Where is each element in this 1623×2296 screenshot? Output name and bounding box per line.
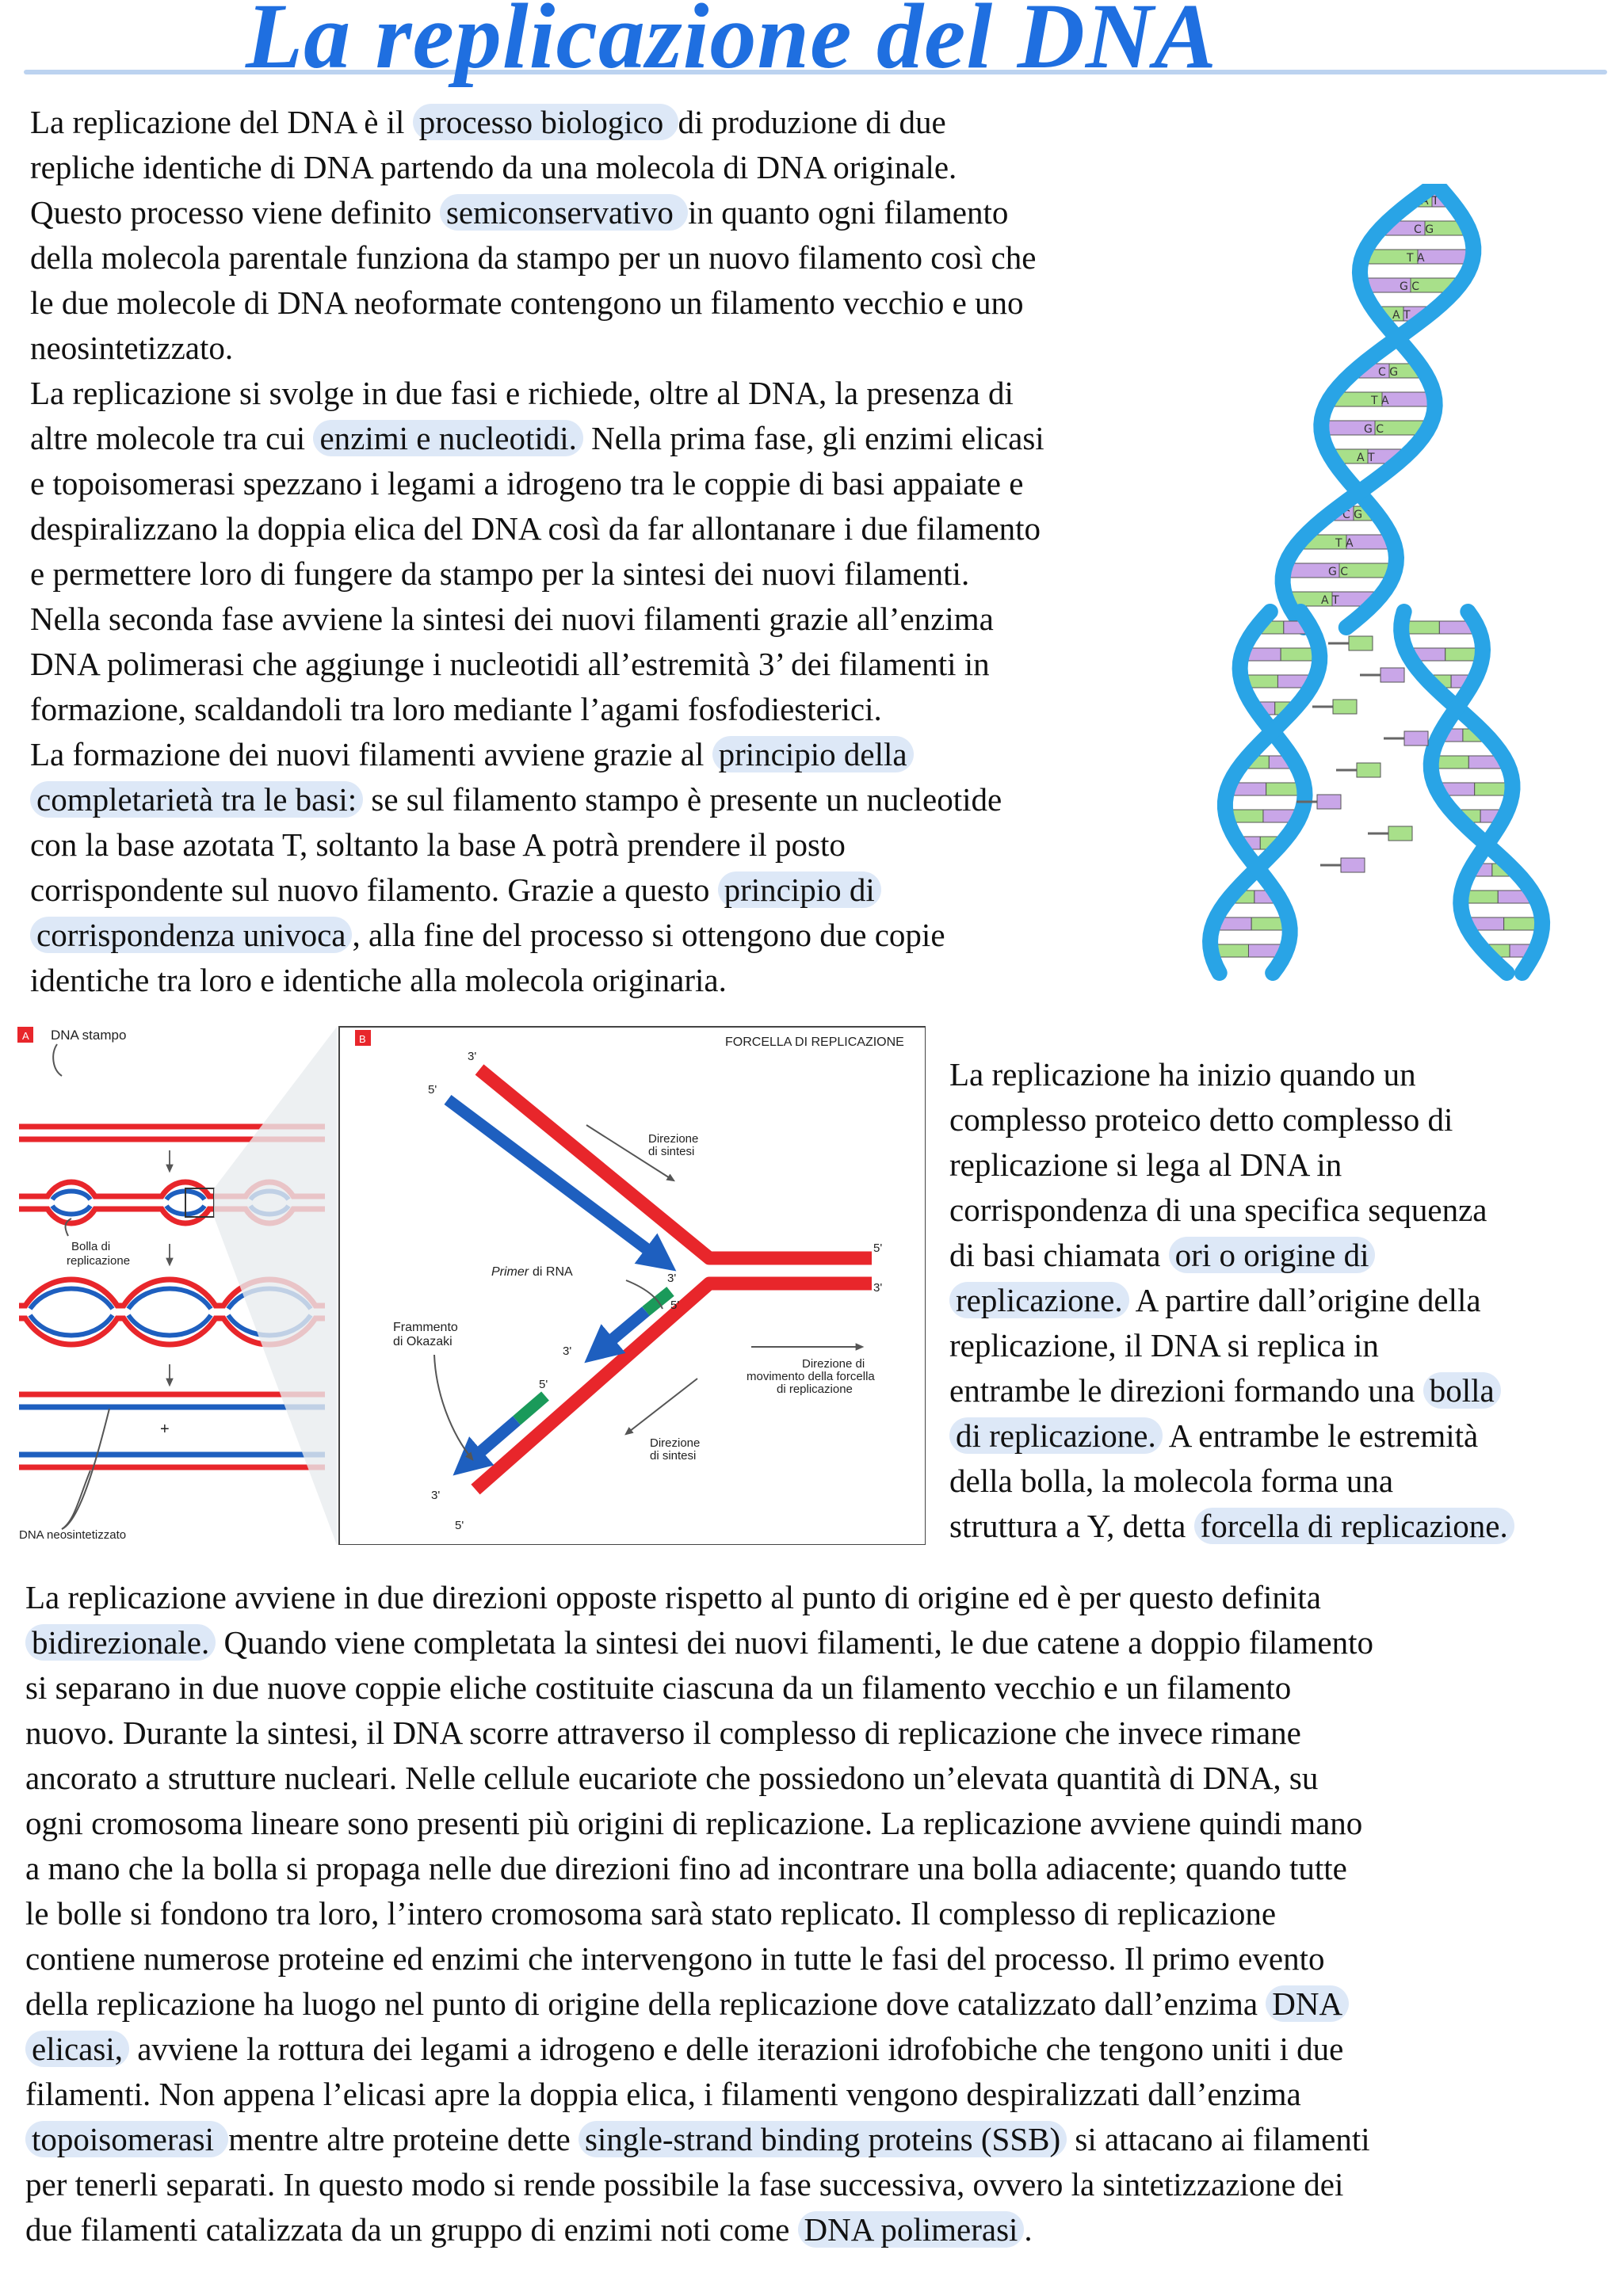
highlighted-term: bidirezionale. <box>25 1624 216 1661</box>
label-okazaki-2: di Okazaki <box>393 1335 453 1348</box>
text-segment: filamenti. Non appena l’elicasi apre la doppia elica, i filamenti vengono despiralizzati dall’enzima <box>25 2076 1301 2112</box>
text-segment: ogni cromosoma lineare sono presenti più origini di replicazione. La replicazione avviene quindi mano <box>25 1805 1363 1841</box>
text-segment: replicazione, il DNA si replica in <box>949 1327 1379 1363</box>
highlighted-term: bolla <box>1423 1372 1501 1409</box>
highlighted-term: semiconservativo <box>440 194 688 231</box>
svg-text:T A: T A <box>1335 537 1354 550</box>
text-segment: identiche tra loro e identiche alla molecola originaria. <box>30 962 727 998</box>
text-segment: formazione, scaldandoli tra loro mediante l’agami fosfodiesterici. <box>30 691 882 727</box>
svg-text:A T: A T <box>1321 594 1339 607</box>
highlighted-term: processo biologico <box>413 104 678 140</box>
highlighted-term: DNA <box>1266 1985 1349 2022</box>
label-3-low: 3' <box>431 1489 441 1502</box>
label-dir-mov-3: di replicazione <box>777 1383 853 1396</box>
label-okazaki-1: Frammento <box>393 1321 458 1334</box>
label-bolla-1: Bolla di <box>71 1240 111 1253</box>
text-segment: della bolla, la molecola forma una <box>949 1463 1394 1499</box>
label-5-mid: 5' <box>670 1299 680 1312</box>
text-segment: La formazione dei nuovi filamenti avviene grazie al <box>30 736 712 772</box>
bottom-paragraph <box>25 1575 1602 2252</box>
text-segment: Nella seconda fase avviene la sintesi dei nuovi filamenti grazie all’enzima <box>30 601 994 637</box>
text-segment: contiene numerose proteine ed enzimi che intervengono in tutte le fasi del processo. Il primo evento <box>25 1940 1325 1977</box>
text-segment: della replicazione ha luogo nel punto di origine della replicazione dove catalizzato dall’enzima <box>25 1985 1266 2022</box>
label-3-mid: 3' <box>667 1272 677 1285</box>
text-segment: Nella prima fase, gli enzimi elicasi <box>582 420 1044 456</box>
text-segment: se sul filamento stampo è presente un nucleotide <box>363 781 1002 818</box>
highlighted-term: DNA polimerasi <box>798 2211 1025 2248</box>
highlighted-term: di replicazione. <box>949 1417 1163 1454</box>
label-dna-neosintetizzato: DNA neosintetizzato <box>19 1528 127 1542</box>
text-segment: altre molecole tra cui <box>30 420 314 456</box>
label-3-right: 3' <box>873 1281 883 1295</box>
svg-text:C G: C G <box>1378 366 1399 379</box>
text-segment: A entrambe le estremità <box>1162 1417 1479 1454</box>
highlighted-term: single-strand binding proteins (SSB) <box>579 2121 1067 2157</box>
text-segment: Questo processo viene definito <box>30 194 440 231</box>
text-segment: e topoisomerasi spezzano i legami a idrogeno tra le coppie di basi appaiate e <box>30 465 1024 502</box>
page-title: La replicazione del DNA <box>246 0 1217 88</box>
label-direzione-sintesi-1a: Direzione <box>648 1132 699 1146</box>
intro-paragraph <box>30 100 1235 1003</box>
text-segment: La replicazione si svolge in due fasi e richiede, oltre al DNA, la presenza di <box>30 375 1014 411</box>
label-5-right: 5' <box>873 1241 883 1255</box>
replication-fork-diagram <box>16 1022 926 1545</box>
label-direzione-sintesi-2b: di sintesi <box>650 1449 697 1463</box>
text-segment: di produzione di due <box>678 104 946 140</box>
text-segment: e permettere loro di fungere da stampo per la sintesi dei nuovi filamenti. <box>30 555 970 592</box>
text-segment: per tenerli separati. In questo modo si rende possibile la fase successiva, ovvero la sintetizzazione dei <box>25 2166 1344 2203</box>
text-segment: della molecola parentale funziona da stampo per un nuovo filamento così che <box>30 239 1037 276</box>
label-plus: + <box>160 1421 170 1438</box>
text-segment: entrambe le direzioni formando una <box>949 1372 1423 1409</box>
svg-text:C G: C G <box>1342 509 1363 521</box>
text-segment: corrispondente sul nuovo filamento. Grazie a questo <box>30 871 718 908</box>
svg-text:A T: A T <box>1421 195 1439 208</box>
label-direzione-sintesi-1b: di sintesi <box>648 1145 695 1158</box>
text-segment: avviene la rottura dei legami a idrogeno e delle iterazioni idrofobiche che tengono uniti i due <box>128 2031 1344 2067</box>
svg-text:T A: T A <box>1371 395 1389 407</box>
text-segment: replicazione si lega al DNA in <box>949 1146 1342 1183</box>
text-segment: si attacano ai filamenti <box>1067 2121 1370 2157</box>
svg-text:A T: A T <box>1392 309 1411 322</box>
label-3-frag: 3' <box>563 1344 572 1358</box>
text-segment: in quanto ogni filamento <box>688 194 1009 231</box>
text-segment: La replicazione avviene in due direzioni opposte rispetto al punto di origine ed è per questo definita <box>25 1579 1321 1615</box>
svg-text:G C: G C <box>1400 280 1420 293</box>
highlighted-term: completarietà tra le basi: <box>30 781 363 818</box>
text-segment: ancorato a strutture nucleari. Nelle cellule eucariote che possiedono un’elevata quantità di DNA, su <box>25 1760 1319 1796</box>
highlighted-term: topoisomerasi <box>25 2121 228 2157</box>
highlighted-term: principio di <box>718 871 881 908</box>
highlighted-term: corrispondenza univoca <box>30 917 352 953</box>
svg-text:G C: G C <box>1364 423 1384 436</box>
text-segment: nuovo. Durante la sintesi, il DNA scorre attraverso il complesso di replicazione che invece rimane <box>25 1714 1301 1751</box>
label-dna-stampo: DNA stampo <box>51 1028 127 1043</box>
svg-text:T A: T A <box>1407 252 1425 265</box>
label-bolla-2: replicazione <box>67 1254 131 1268</box>
highlighted-term: enzimi e nucleotidi. <box>313 420 582 456</box>
text-segment: complesso proteico detto complesso di <box>949 1101 1453 1138</box>
text-segment: La replicazione del DNA è il <box>30 104 413 140</box>
label-5-top: 5' <box>428 1083 437 1097</box>
label-5-frag: 5' <box>539 1378 548 1391</box>
svg-text:A T: A T <box>1357 452 1375 464</box>
text-segment: mentre altre proteine dette <box>228 2121 579 2157</box>
label-dir-mov-1: Direzione di <box>802 1357 865 1371</box>
text-segment: repliche identiche di DNA partendo da una molecola di DNA originale. <box>30 149 957 185</box>
label-3-top: 3' <box>468 1050 477 1063</box>
text-segment: . <box>1024 2211 1033 2248</box>
text-segment: struttura a Y, detta <box>949 1508 1194 1544</box>
side-paragraph <box>949 1052 1599 1549</box>
panel-a <box>17 1027 337 1545</box>
text-segment: le bolle si fondono tra loro, l’intero cromosoma sarà stato replicato. Il complesso di replicazione <box>25 1895 1277 1932</box>
panel-b-badge: B <box>359 1033 366 1045</box>
label-5-low: 5' <box>455 1519 464 1532</box>
text-segment: con la base azotata T, soltanto la base A potrà prendere il posto <box>30 826 846 863</box>
text-segment: le due molecole di DNA neoformate contengono un filamento vecchio e uno <box>30 284 1024 321</box>
text-segment: due filamenti catalizzata da un gruppo di enzimi noti come <box>25 2211 798 2248</box>
highlighted-term: forcella di replicazione. <box>1194 1508 1514 1544</box>
svg-text:C G: C G <box>1414 223 1434 236</box>
text-segment: corrispondenza di una specifica sequenza <box>949 1192 1487 1228</box>
label-dir-mov-2: movimento della forcella <box>747 1370 875 1383</box>
highlighted-term: principio della <box>712 736 914 772</box>
text-segment: despiralizzano la doppia elica del DNA così da far allontanare i due filamento <box>30 510 1041 547</box>
panel-a-badge: A <box>22 1030 29 1042</box>
panel-b <box>339 1027 926 1545</box>
text-segment: neosintetizzato. <box>30 330 234 366</box>
label-primer: Primer <box>491 1265 529 1279</box>
text-segment: a mano che la bolla si propaga nelle due direzioni fino ad incontrare una bolla adiacente; quando tutte <box>25 1850 1347 1886</box>
text-segment: , alla fine del processo si ottengono due copie <box>352 917 945 953</box>
label-primer-rna: di RNA <box>533 1265 573 1279</box>
text-segment: si separano in due nuove coppie eliche costituite ciascuna da un filamento vecchio e un filamento <box>25 1669 1292 1706</box>
highlighted-term: elicasi, <box>25 2031 129 2067</box>
page-header <box>0 0 1623 88</box>
text-segment: La replicazione ha inizio quando un <box>949 1056 1416 1093</box>
text-segment: A partire dall’origine della <box>1128 1282 1481 1318</box>
highlighted-term: replicazione. <box>949 1282 1129 1318</box>
dna-helix-illustration <box>1198 184 1569 982</box>
text-segment: Quando viene completata la sintesi dei nuovi filamenti, le due catene a doppio filamento <box>216 1624 1373 1661</box>
svg-text:G C: G C <box>1328 566 1349 578</box>
highlighted-term: ori o origine di <box>1169 1237 1376 1273</box>
label-direzione-sintesi-2a: Direzione <box>650 1436 701 1450</box>
text-segment: di basi chiamata <box>949 1237 1169 1273</box>
label-forcella: FORCELLA DI REPLICAZIONE <box>725 1035 904 1049</box>
text-segment: DNA polimerasi che aggiunge i nucleotidi all’estremità 3’ dei filamenti in <box>30 646 990 682</box>
